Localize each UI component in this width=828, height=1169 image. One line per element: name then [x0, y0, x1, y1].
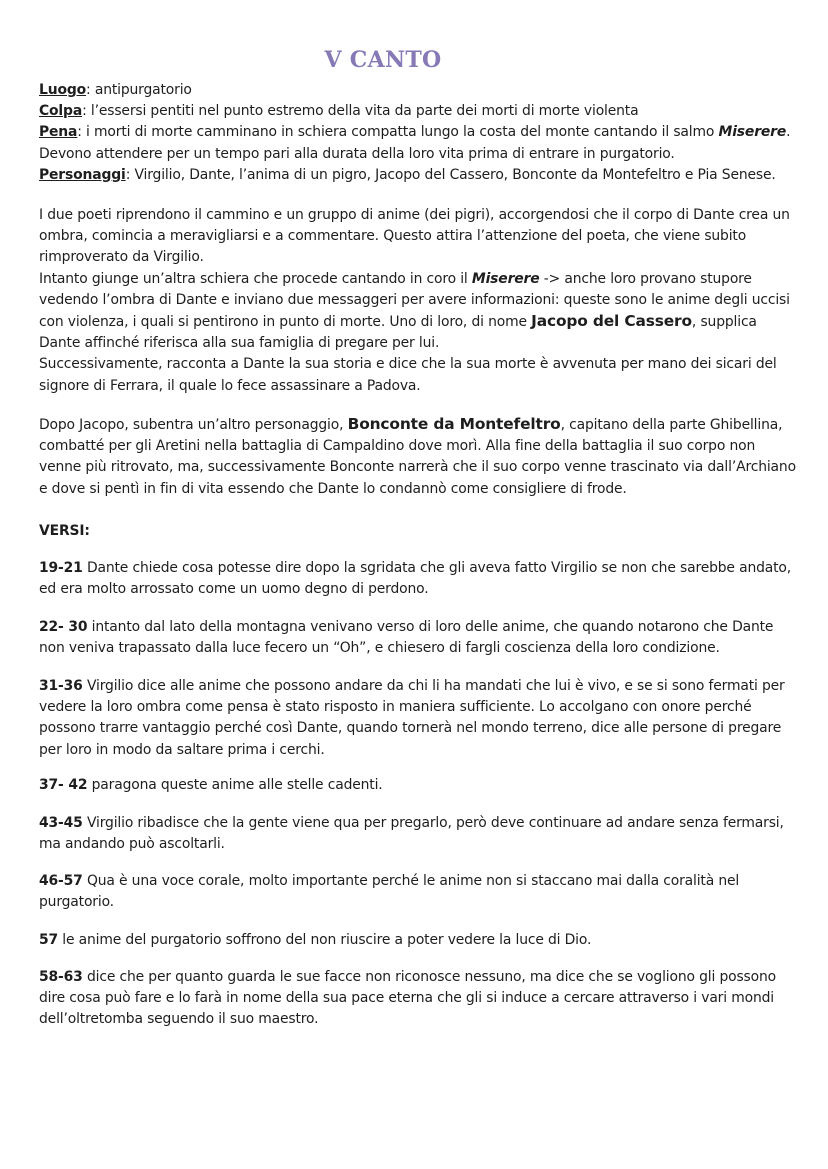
- personaggi-text: : Virgilio, Dante, l’anima di un pigro, Jacopo del Cassero, Bonconte da Montefeltro e Pia Senese.: [125, 166, 776, 183]
- personaggi-label: Personaggi: [39, 166, 126, 183]
- personaggi-line: [39, 165, 799, 186]
- verse-text: [39, 930, 799, 951]
- verse-item: [39, 813, 799, 855]
- p2-text-b: -> anche loro provano stupore vedendo l’ombra di Dante e inviano due messaggeri per avere informazioni: queste sono le anime degli uccisi con violenza, i quali si pentirono in punto di morte. Uno di loro, di nome: [39, 270, 790, 331]
- versi-heading-text: VERSI:: [39, 523, 90, 539]
- luogo-text: : antipurgatorio: [86, 82, 192, 98]
- pena-emphasis: Miserere: [718, 124, 787, 141]
- verse-item: [39, 871, 799, 913]
- p2-text-a: Intanto giunge un’altra schiera che procede cantando in coro il: [39, 270, 472, 287]
- verse-text: [39, 676, 799, 761]
- verse-number: 46-57: [39, 873, 83, 889]
- p4-text-a: Dopo Jacopo, subentra un’altro personaggio,: [39, 417, 348, 433]
- p2-name: Jacopo del Cassero: [531, 312, 692, 331]
- p4-name: Bonconte da Montefeltro: [347, 415, 561, 433]
- pena-end: .: [786, 124, 791, 141]
- verse-item: [39, 967, 799, 1031]
- verse-body: intanto dal lato della montagna venivano verso di loro delle anime, che quando notarono che Dante non veniva trapassato dalla luce fecero un “Oh”, e chiesero di fargli coscienza della loro condizione.: [39, 619, 774, 657]
- verse-number: 19-21: [39, 560, 83, 576]
- verse-text: [39, 871, 799, 913]
- pena-line-2: Devono attendere per un tempo pari alla durata della loro vita prima di entrare in purgatorio.: [39, 145, 675, 162]
- summary-paragraph-4: [39, 414, 799, 500]
- verse-number: 57: [39, 932, 59, 948]
- verse-text: [39, 617, 799, 659]
- verse-item: [39, 930, 799, 951]
- verse-text: [39, 813, 799, 855]
- verse-text: [39, 558, 799, 600]
- verse-body: dice che per quanto guarda le sue facce non riconosce nessuno, ma dice che se vogliono gli possono dire cosa può fare e lo farà in nome della sua pace eterna che gli si induce a cercare attraverso i vari mondi dell’oltretomba seguendo il suo maestro.: [39, 969, 776, 1028]
- summary-section: [39, 205, 799, 397]
- bonconte-section: [39, 414, 799, 500]
- verse-text: [39, 775, 799, 796]
- colpa-text: : l’essersi pentiti nel punto estremo della vita da parte dei morti di morte violenta: [82, 103, 639, 120]
- verse-body: Virgilio ribadisce che la gente viene qua per pregarlo, però deve continuare ad andare senza fermarsi, ma andando può ascoltarli.: [39, 815, 784, 853]
- page-title: V CANTO: [324, 47, 442, 73]
- colpa-label: Colpa: [39, 103, 83, 120]
- verse-number: 58-63: [39, 969, 83, 985]
- verse-number: 37- 42: [39, 777, 88, 793]
- summary-paragraph-1: I due poeti riprendono il cammino e un gruppo di anime (dei pigri), accorgendosi che il corpo di Dante crea un ombra, comincia a meravigliarsi e a commentare. Questo attira l’attenzione del poeta, che viene subito rimproverato da Virgilio.: [39, 207, 790, 266]
- p4-text-b: , capitano della parte Ghibellina, combatté per gli Aretini nella battaglia di Campaldino dove morì. Alla fine della battaglia il suo corpo non venne più ritrovato, ma, successivamente Bonconte narrerà che il suo corpo venne trascinato via dall’Archiano e dove si pentì in fin di vita essendo che Dante lo condannò come consigliere di frode.: [39, 417, 796, 497]
- verse-item: [39, 676, 799, 761]
- verse-number: 31-36: [39, 678, 83, 694]
- verse-item: [39, 558, 799, 600]
- verse-item: [39, 617, 799, 659]
- verse-body: le anime del purgatorio soffrono del non riuscire a poter vedere la luce di Dio.: [58, 932, 592, 948]
- summary-paragraph-3: Successivamente, racconta a Dante la sua storia e dice che la sua morte è avvenuta per mano dei sicari del signore di Ferrara, il quale lo fece assassinare a Padova.: [39, 356, 777, 394]
- verse-body: Dante chiede cosa potesse dire dopo la sgridata che gli aveva fatto Virgilio se non che sarebbe andato, ed era molto arrossato come un uomo degno di perdono.: [39, 560, 792, 598]
- luogo-line: [39, 80, 799, 101]
- verse-text: [39, 967, 799, 1031]
- luogo-label: Luogo: [39, 82, 87, 98]
- pena-line: [39, 122, 799, 143]
- summary-paragraph-2: [39, 269, 799, 355]
- versi-heading: [39, 521, 799, 542]
- verse-number: 22- 30: [39, 619, 88, 635]
- info-section: [39, 80, 799, 186]
- verse-item: [39, 775, 799, 796]
- pena-label: Pena: [39, 124, 78, 141]
- verse-body: Virgilio dice alle anime che possono andare da chi li ha mandati che lui è vivo, e se si sono fermati per vedere la loro ombra come pensa è stato risposto in maniera sufficiente. Lo accolgano con onore perché possono trarre vantaggio perché così Dante, quando tornerà nel mondo terreno, dice alle persone di pregare per loro in modo da saltare prima i cerchi.: [39, 678, 785, 758]
- p2-emphasis: Miserere: [471, 270, 540, 287]
- pena-text: : i morti di morte camminano in schiera compatta lungo la costa del monte cantando il salmo: [77, 124, 719, 141]
- colpa-line: [39, 101, 799, 122]
- p2-text-c: , supplica Dante affinché riferisca alla sua famiglia di pregare per lui.: [39, 314, 757, 352]
- verse-body: Qua è una voce corale, molto importante perché le anime non si staccano mai dalla coralità nel purgatorio.: [39, 873, 740, 911]
- verse-number: 43-45: [39, 815, 83, 831]
- verse-body: paragona queste anime alle stelle cadenti.: [87, 777, 383, 793]
